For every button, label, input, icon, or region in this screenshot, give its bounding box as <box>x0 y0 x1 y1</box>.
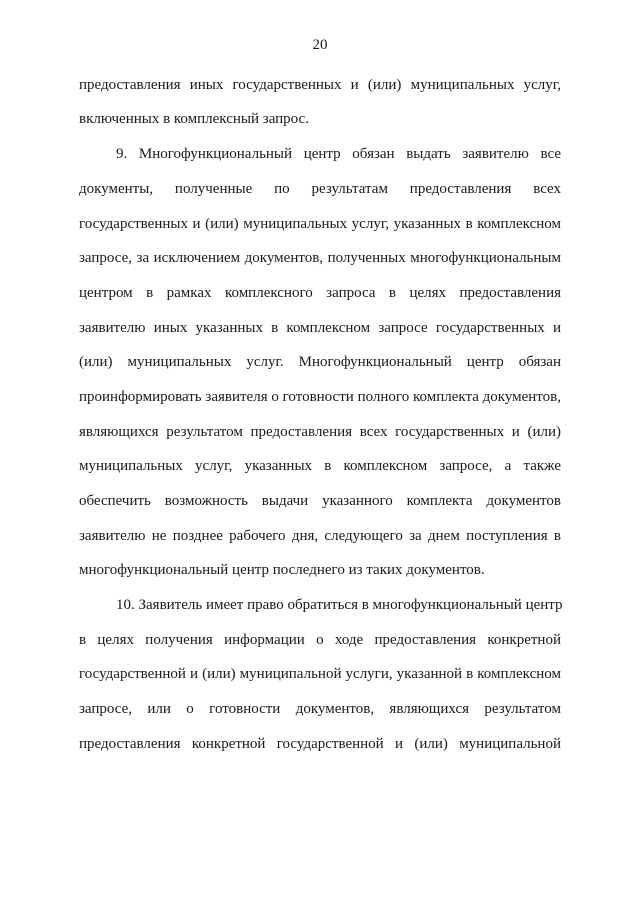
text-line: являющихся результатом предоставления всех государственных и (или) <box>79 424 561 440</box>
text-line: запросе, за исключением документов, полученных многофункциональным <box>79 250 561 266</box>
text-line: заявителю иных указанных в комплексном запросе государственных и <box>79 320 561 336</box>
text-line: предоставления иных государственных и (или) муниципальных услуг, <box>79 77 561 93</box>
page-number: 20 <box>312 37 328 53</box>
text-line: государственной и (или) муниципальной услуги, указанной в комплексном <box>79 666 561 682</box>
text-line: многофункциональный центр последнего из таких документов. <box>79 562 485 578</box>
text-line: документы, полученные по результатам предоставления всех <box>79 181 561 197</box>
paragraph-10-start: 10. Заявитель имеет право обратиться в многофункциональный центр <box>116 597 563 613</box>
text-line: (или) муниципальных услуг. Многофункциональный центр обязан <box>79 354 561 370</box>
paragraph-9-start: 9. Многофункциональный центр обязан выдать заявителю все <box>116 146 561 162</box>
text-line: государственных и (или) муниципальных услуг, указанных в комплексном <box>79 216 561 232</box>
text-line: предоставления конкретной государственной и (или) муниципальной <box>79 736 561 752</box>
text-line: в целях получения информации о ходе предоставления конкретной <box>79 632 561 648</box>
text-line: центром в рамках комплексного запроса в целях предоставления <box>79 285 561 301</box>
text-line: включенных в комплексный запрос. <box>79 111 309 127</box>
text-line: обеспечить возможность выдачи указанного комплекта документов <box>79 493 561 509</box>
text-line: муниципальных услуг, указанных в комплексном запросе, а также <box>79 458 561 474</box>
text-line: заявителю не позднее рабочего дня, следующего за днем поступления в <box>79 528 561 544</box>
text-line: проинформировать заявителя о готовности полного комплекта документов, <box>79 389 561 405</box>
text-line: запросе, или о готовности документов, являющихся результатом <box>79 701 561 717</box>
